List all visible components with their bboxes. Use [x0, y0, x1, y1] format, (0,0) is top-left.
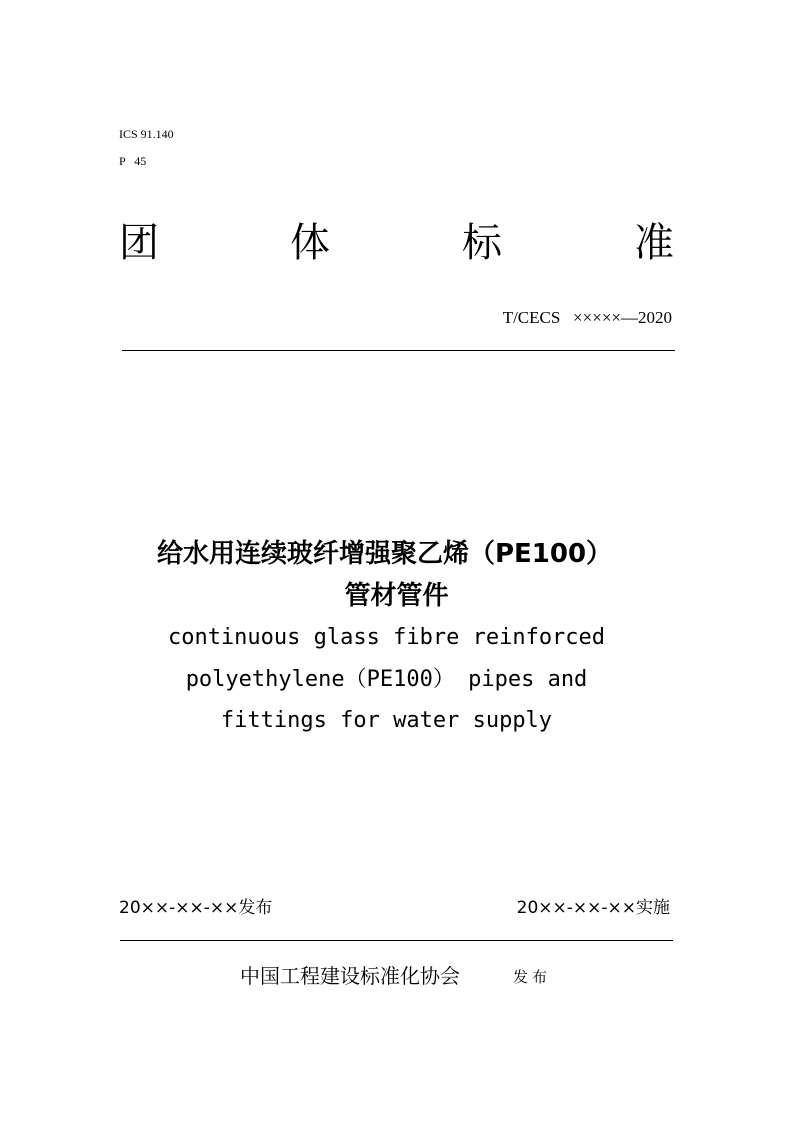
title-en-line-3: fittings for water supply — [220, 708, 553, 733]
title-en-line-1: continuous glass fibre reinforced — [167, 625, 606, 650]
issue-date: 20××-××-××发布 — [119, 898, 273, 918]
title-en-line-2: polyethylene（PE100） pipes and — [185, 667, 588, 692]
ics-code: ICS 91.140 — [119, 127, 174, 141]
heading-char-4: 准 — [634, 220, 674, 266]
classification-code: P 45 — [119, 154, 147, 168]
heading-char-3: 标 — [462, 220, 502, 266]
publish-label: 发布 — [513, 968, 552, 986]
title-cn-line-2: 管材管件 — [344, 581, 449, 611]
heading-char-2: 体 — [290, 220, 330, 266]
top-divider — [122, 350, 675, 351]
implement-date: 20××-××-××实施 — [516, 898, 670, 918]
heading-char-1: 团 — [119, 220, 159, 266]
bottom-divider — [120, 940, 673, 941]
standard-number: T/CECS ×××××—2020 — [502, 308, 672, 327]
publisher-name: 中国工程建设标准化协会 — [240, 964, 460, 988]
title-cn-line-1: 给水用连续玻纤增强聚乙烯（PE100） — [156, 539, 613, 569]
